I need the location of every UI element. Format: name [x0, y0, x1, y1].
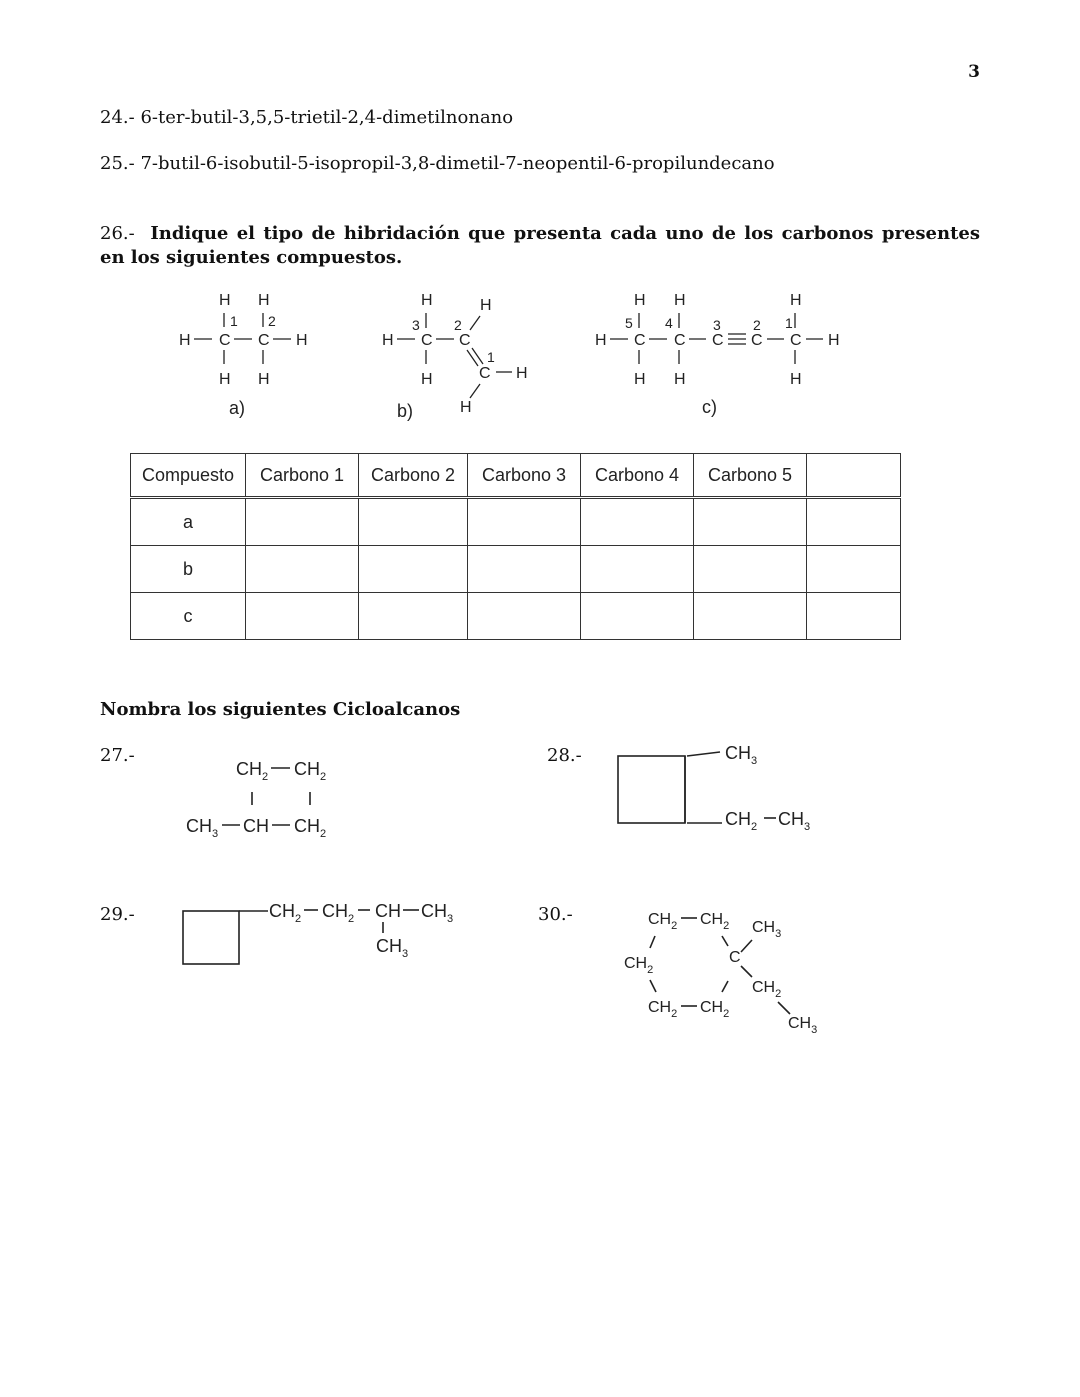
svg-text:CH2: $CH_2$: [700, 999, 730, 1020]
atom-h: H: [258, 371, 270, 388]
atom-h: H: [480, 297, 492, 314]
table-cell[interactable]: [581, 498, 694, 546]
question-number: 24.-: [100, 107, 135, 128]
question-29-number: 29.-: [100, 904, 135, 925]
page-number: 3: [968, 62, 980, 82]
row-label: c: [131, 593, 246, 640]
atom-h: H: [460, 399, 472, 416]
table-cell[interactable]: [246, 546, 359, 593]
table-cell[interactable]: [807, 498, 901, 546]
hybridization-table: [130, 453, 901, 640]
atom-h: H: [219, 292, 231, 309]
table-cell[interactable]: [694, 593, 807, 640]
carbon-number: 2: [753, 317, 761, 333]
table-cell[interactable]: [359, 546, 468, 593]
carbon-number: 1: [230, 313, 238, 329]
atom-h: H: [674, 292, 686, 309]
svg-text:CH3: $CH_3$: [421, 901, 454, 925]
atom-c: C: [712, 332, 724, 349]
question-text: 7-butil-6-isobutil-5-isopropil-3,8-dimetil-7-neopentil-6-propilundecano: [140, 153, 775, 174]
atom-c: C: [459, 332, 471, 349]
atom-h: H: [421, 292, 433, 309]
atom-c: C: [258, 332, 270, 349]
question-26: [100, 222, 980, 270]
structure-label-b: b): [397, 401, 414, 421]
atom-h: H: [516, 365, 528, 382]
question-number: 26.-: [100, 223, 135, 244]
carbon-number: 2: [454, 317, 462, 333]
svg-text:CH2: $CH_2$: [624, 955, 654, 976]
table-cell[interactable]: [807, 593, 901, 640]
svg-text:CH3: $CH_3$: [725, 743, 758, 767]
svg-text:CH2: $CH_2$: [700, 911, 730, 932]
svg-text:CH2: $CH_2$: [236, 759, 269, 783]
svg-text:CH3: $CH_3$: [788, 1015, 818, 1036]
header-carbono-4: Carbono 4: [581, 454, 694, 498]
cycloalkanes-title: Nombra los siguientes Cicloalcanos: [100, 699, 461, 720]
structure-30: [624, 911, 817, 1036]
atom-c: C: [790, 332, 802, 349]
structure-28: [618, 743, 810, 833]
row-label: b: [131, 546, 246, 593]
svg-text:CH3: $CH_3$: [186, 816, 219, 840]
atom-h: H: [296, 332, 308, 349]
table-cell[interactable]: [359, 593, 468, 640]
question-30-number: 30.-: [538, 904, 573, 925]
question-25: [100, 153, 775, 174]
atom-c: C: [674, 332, 686, 349]
svg-text:CH2: $CH_2$: [648, 999, 678, 1020]
structure-27: [186, 759, 326, 840]
question-28-number: 28.-: [547, 745, 582, 766]
atom-h: H: [634, 371, 646, 388]
atom-h: H: [595, 332, 607, 349]
table-cell[interactable]: [246, 593, 359, 640]
svg-text:CH3: $CH_3$: [376, 936, 409, 960]
atom-c: C: [751, 332, 763, 349]
table-cell[interactable]: [359, 498, 468, 546]
carbon-number: 1: [785, 315, 793, 331]
table-row: [131, 593, 901, 640]
row-label: a: [131, 498, 246, 546]
atom-h: H: [674, 371, 686, 388]
question-text: 6-ter-butil-3,5,5-trietil-2,4-dimetilnonano: [140, 107, 514, 128]
atom-c: C: [634, 332, 646, 349]
svg-text:CH3: $CH_3$: [778, 809, 811, 833]
structure-label-c: c): [702, 397, 717, 417]
structure-29: [183, 901, 453, 964]
header-carbono-5: Carbono 5: [694, 454, 807, 498]
svg-text:CH2: $CH_2$: [648, 911, 678, 932]
structure-c: [595, 292, 840, 417]
table-row: [131, 546, 901, 593]
table-cell[interactable]: [694, 498, 807, 546]
atom-h: H: [258, 292, 270, 309]
svg-text:CH: CH: [243, 816, 269, 836]
question-27-number: 27.-: [100, 745, 135, 766]
svg-text:CH2: $CH_2$: [294, 816, 327, 840]
atom-h: H: [634, 292, 646, 309]
hybridization-structures: [0, 280, 1080, 430]
cycloalkane-structures: [0, 730, 1080, 1050]
svg-text:CH2: $CH_2$: [725, 809, 758, 833]
atom-h: H: [382, 332, 394, 349]
atom-h: H: [790, 371, 802, 388]
header-compuesto: Compuesto: [131, 454, 246, 498]
carbon-number: 4: [665, 315, 673, 331]
carbon-number: 3: [412, 317, 420, 333]
atom-c: C: [219, 332, 231, 349]
table-cell[interactable]: [246, 498, 359, 546]
atom-h: H: [790, 292, 802, 309]
header-carbono-1: Carbono 1: [246, 454, 359, 498]
carbon-number: 2: [268, 313, 276, 329]
atom-h: H: [179, 332, 191, 349]
table-cell[interactable]: [694, 546, 807, 593]
atom-h: H: [828, 332, 840, 349]
carbon-number: 5: [625, 315, 633, 331]
table-cell[interactable]: [807, 546, 901, 593]
table-cell[interactable]: [468, 593, 581, 640]
svg-text:CH2: $CH_2$: [294, 759, 327, 783]
carbon-number: 3: [713, 317, 721, 333]
question-text: Indique el tipo de hibridación que presenta cada uno de los carbonos presentes en los siguientes compuestos.: [100, 223, 980, 268]
structure-b: [382, 292, 528, 421]
table-header-row: [131, 454, 901, 498]
svg-text:CH2: $CH_2$: [322, 901, 355, 925]
atom-c: C: [479, 365, 491, 382]
structure-label-a: a): [229, 398, 246, 418]
header-carbono-3: Carbono 3: [468, 454, 581, 498]
table-cell[interactable]: [581, 546, 694, 593]
header-carbono-2: Carbono 2: [359, 454, 468, 498]
carbon-number: 1: [487, 349, 495, 365]
table-row: [131, 498, 901, 546]
table-cell[interactable]: [581, 593, 694, 640]
header-empty: [807, 454, 901, 498]
atom-h: H: [219, 371, 231, 388]
table-cell[interactable]: [468, 546, 581, 593]
svg-text:CH2: $CH_2$: [269, 901, 302, 925]
atom-c: C: [421, 332, 433, 349]
structure-a: [179, 292, 308, 418]
svg-text:CH2: $CH_2$: [752, 979, 782, 1000]
svg-text:CH3: $CH_3$: [752, 919, 782, 940]
question-number: 25.-: [100, 153, 135, 174]
svg-text:C: C: [729, 949, 741, 966]
atom-h: H: [421, 371, 433, 388]
question-24: [100, 107, 513, 128]
table-cell[interactable]: [468, 498, 581, 546]
svg-text:CH: CH: [375, 901, 401, 921]
